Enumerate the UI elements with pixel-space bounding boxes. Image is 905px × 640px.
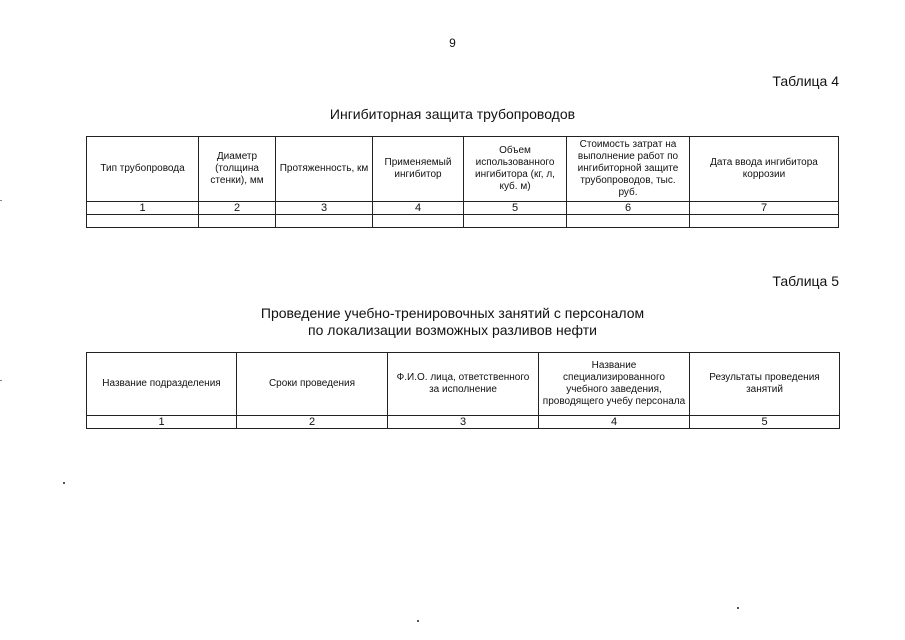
- table-4-number-cell: 2: [199, 202, 276, 215]
- table-4-number-cell: 3: [276, 202, 373, 215]
- table-4-header-cell: Стоимость затрат на выполнение работ по ингибиторной защите трубопроводов, тыс. руб.: [567, 137, 690, 202]
- table-4-empty-cell: [87, 215, 199, 228]
- table-5-number-cell: 5: [690, 416, 840, 429]
- table-4-header-cell: Объем использованного ингибитора (кг, л, куб. м): [464, 137, 567, 202]
- table-4-number-cell: 7: [690, 202, 839, 215]
- table-4-empty-cell: [464, 215, 567, 228]
- table-5-header-cell: Ф.И.О. лица, ответственного за исполнение: [388, 353, 539, 416]
- table-4-header-row: [87, 137, 839, 202]
- table-5-label: Таблица 5: [772, 273, 839, 289]
- table-4: [86, 136, 839, 228]
- table-4-empty-cell: [373, 215, 464, 228]
- scan-speck: [63, 482, 65, 484]
- table-5-number-cell: 1: [87, 416, 237, 429]
- table-4-number-row: [87, 202, 839, 215]
- table-5-header-cell: Сроки проведения: [237, 353, 388, 416]
- table-4-header-cell: Протяженность, км: [276, 137, 373, 202]
- table-5-header-cell: Название специализированного учебного заведения, проводящего учебу персонала: [539, 353, 690, 416]
- table-5-header-row: [87, 353, 840, 416]
- scan-speck: [737, 607, 739, 609]
- scan-edge-mark: [0, 200, 2, 201]
- table-4-label: Таблица 4: [772, 73, 839, 89]
- table-5-number-row: [87, 416, 840, 429]
- table-4-empty-row: [87, 215, 839, 228]
- table-4-number-cell: 5: [464, 202, 567, 215]
- scan-speck: [417, 620, 419, 622]
- table-4-header-cell: Дата ввода ингибитора коррозии: [690, 137, 839, 202]
- table-5-header-cell: Результаты проведения занятий: [690, 353, 840, 416]
- table-5-number-cell: 4: [539, 416, 690, 429]
- table-5-title: [0, 305, 905, 339]
- table-4-empty-cell: [690, 215, 839, 228]
- table-4-empty-cell: [199, 215, 276, 228]
- table-4-header-cell: Применяемый ингибитор: [373, 137, 464, 202]
- table-4-number-cell: 6: [567, 202, 690, 215]
- scan-edge-mark: [0, 380, 2, 381]
- table-5: [86, 352, 840, 429]
- table-5-header-cell: Название подразделения: [87, 353, 237, 416]
- table-4-empty-cell: [567, 215, 690, 228]
- table-4-empty-cell: [276, 215, 373, 228]
- table-4-header-cell: Диаметр (толщина стенки), мм: [199, 137, 276, 202]
- table-5-title-line-1: Проведение учебно-тренировочных занятий с персоналом: [260, 305, 645, 321]
- table-4-header-cell: Тип трубопровода: [87, 137, 199, 202]
- table-5-number-cell: 3: [388, 416, 539, 429]
- table-4-number-cell: 4: [373, 202, 464, 215]
- table-4-title: Ингибиторная защита трубопроводов: [329, 106, 576, 122]
- table-4-number-cell: 1: [87, 202, 199, 215]
- page-number: 9: [449, 36, 456, 50]
- table-5-title-line-2: по локализации возможных разливов нефти: [308, 322, 597, 338]
- table-5-number-cell: 2: [237, 416, 388, 429]
